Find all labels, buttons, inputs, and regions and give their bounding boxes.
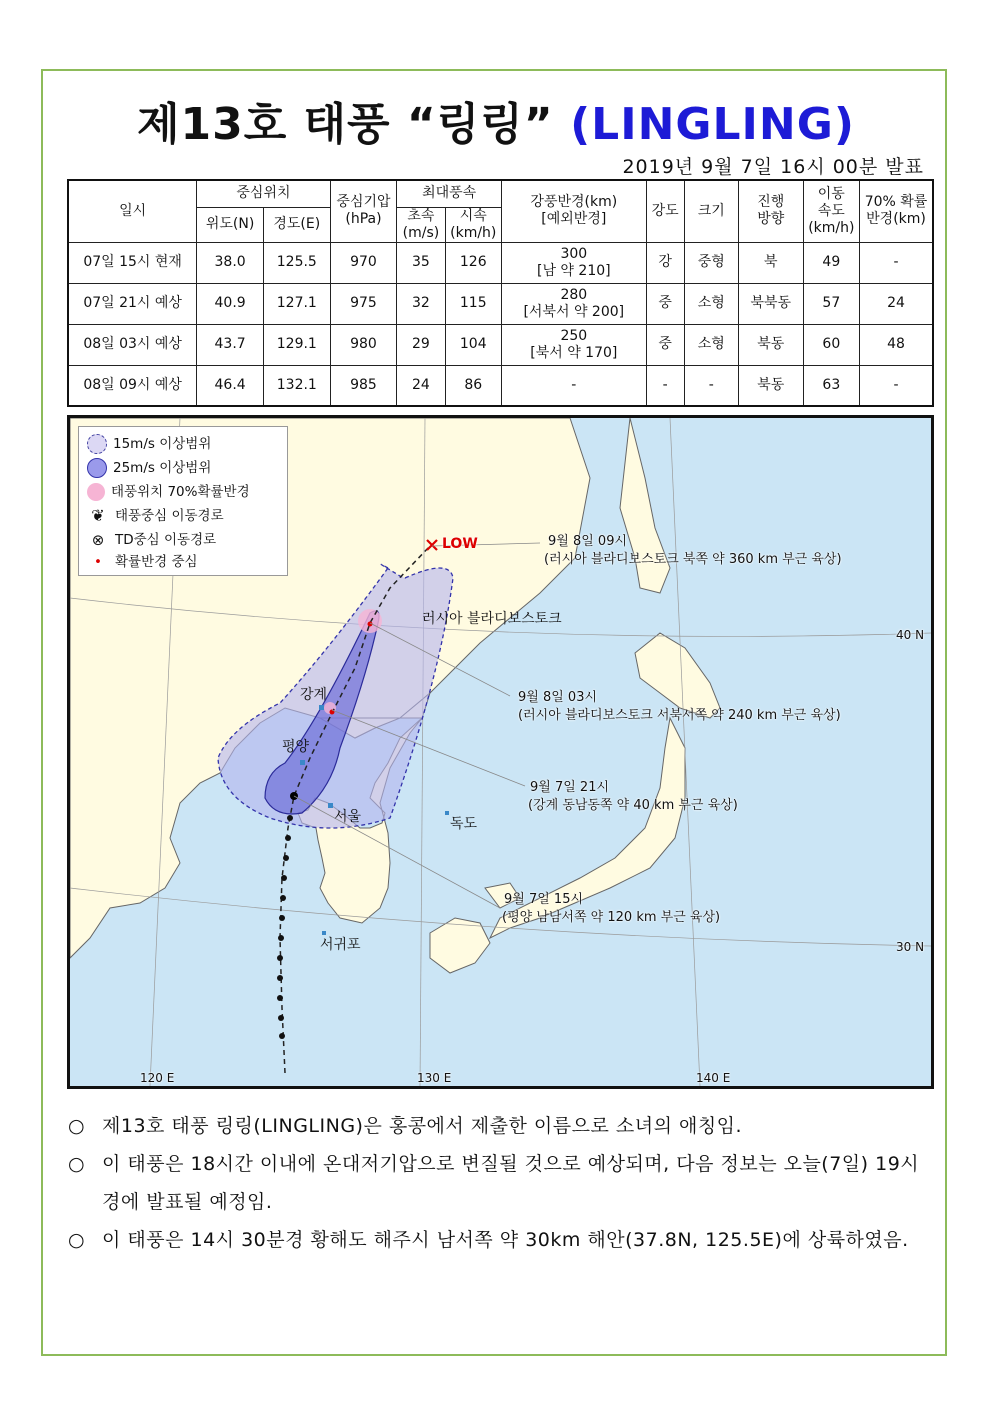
lon-140-label: 140 E	[696, 1071, 731, 1085]
city-dokdo: 독도	[450, 816, 478, 832]
city-ganggye: 강계	[300, 687, 328, 703]
lat-40-label: 40 N	[896, 628, 925, 642]
th-direction: 진행 방향	[738, 180, 803, 242]
th-wind-ms: 초속 (m/s)	[397, 207, 445, 242]
city-vladivostok: 러시아 블라디보스토크	[422, 611, 562, 627]
annotation-0809-time: 9월 8일 09시	[548, 534, 628, 549]
annotation-0803-time: 9월 8일 03시	[518, 690, 598, 705]
lon-120-label: 120 E	[140, 1071, 175, 1085]
note-item: ○ 이 태풍은 14시 30분경 황해도 해주시 남서쪽 약 30km 해안(37.8N, 125.5E)에 상륙하였음.	[68, 1229, 909, 1251]
lat-30-label: 30 N	[896, 940, 925, 954]
city-seogwipo: 서귀포	[320, 937, 361, 953]
page-title	[0, 88, 992, 152]
th-intensity: 강도	[646, 180, 684, 242]
th-datetime: 일시	[68, 180, 197, 242]
th-wind-kmh: 시속 (km/h)	[445, 207, 501, 242]
table-row: 08일 03시 예상 43.7 129.1 980 29 104 250 [북서 약 170] 중 소형 북동 60 48	[68, 324, 933, 365]
typhoon-info-table	[67, 179, 934, 407]
title-english: (LINGLING)	[570, 99, 855, 150]
table-row: 07일 21시 예상 40.9 127.1 975 32 115 280 [서북서 약 200] 중 소형 북북동 57 24	[68, 283, 933, 324]
annotation-0803-desc: (러시아 블라디보스토크 서북서쪽 약 240 km 부근 육상)	[518, 708, 841, 723]
table-row: 07일 15시 현재 38.0 125.5 970 35 126 300 [남 약 210] 강 중형 북 49 -	[68, 242, 933, 283]
th-probability: 70% 확률 반경(km)	[860, 180, 933, 242]
lon-130-label: 130 E	[417, 1071, 452, 1085]
th-pressure: 중심기압 (hPa)	[330, 180, 397, 242]
note-item: ○ 제13호 태풍 링링(LINGLING)은 홍콩에서 제출한 이름으로 소녀의 애칭임.	[68, 1115, 743, 1137]
th-center-position: 중심위치	[197, 180, 330, 207]
th-lon: 경도(E)	[263, 207, 330, 242]
annotation-0715-time: 9월 7일 15시	[504, 892, 584, 907]
typhoon-symbol-icon: ❦	[91, 506, 105, 525]
annotation-0721-desc: (강계 동남동쪽 약 40 km 부근 육상)	[528, 798, 738, 813]
td-cross-icon: ⊗	[91, 531, 105, 549]
issued-time: 2019년 9월 7일 16시 00분 발표	[622, 156, 924, 178]
th-radius: 강풍반경(km) [예외반경]	[501, 180, 646, 242]
annotation-0715-desc: (평양 남남서쪽 약 120 km 부근 육상)	[502, 910, 721, 925]
notes	[68, 1107, 928, 1259]
th-lat: 위도(N)	[197, 207, 264, 242]
table-row: 08일 09시 예상 46.4 132.1 985 24 86 - - - 북동 63 -	[68, 365, 933, 406]
th-speed: 이동 속도 (km/h)	[803, 180, 859, 242]
city-seoul: 서울	[334, 809, 362, 825]
title-korean: 제13호 태풍 “링링”	[137, 99, 554, 150]
note-item: ○ 이 태풍은 18시간 이내에 온대저기압으로 변질될 것으로 예상되며, 다음 정보는 오늘(7일) 19시경에 발표될 예정임.	[68, 1153, 920, 1213]
city-pyongyang: 평양	[282, 739, 310, 755]
th-max-wind: 최대풍속	[397, 180, 502, 207]
th-size: 크기	[684, 180, 738, 242]
typhoon-track-map	[67, 415, 934, 1089]
map-legend: 15m/s 이상범위 25m/s 이상범위 태풍위치 70%확률반경 ❦ 태풍중심 이동경로 ⊗ TD중심 이동경로 • 확률반경 중심	[78, 426, 288, 576]
annotation-0809-desc: (러시아 블라디보스토크 북쪽 약 360 km 부근 육상)	[544, 552, 842, 567]
annotation-0721-time: 9월 7일 21시	[530, 780, 610, 795]
low-label: LOW	[442, 536, 478, 552]
